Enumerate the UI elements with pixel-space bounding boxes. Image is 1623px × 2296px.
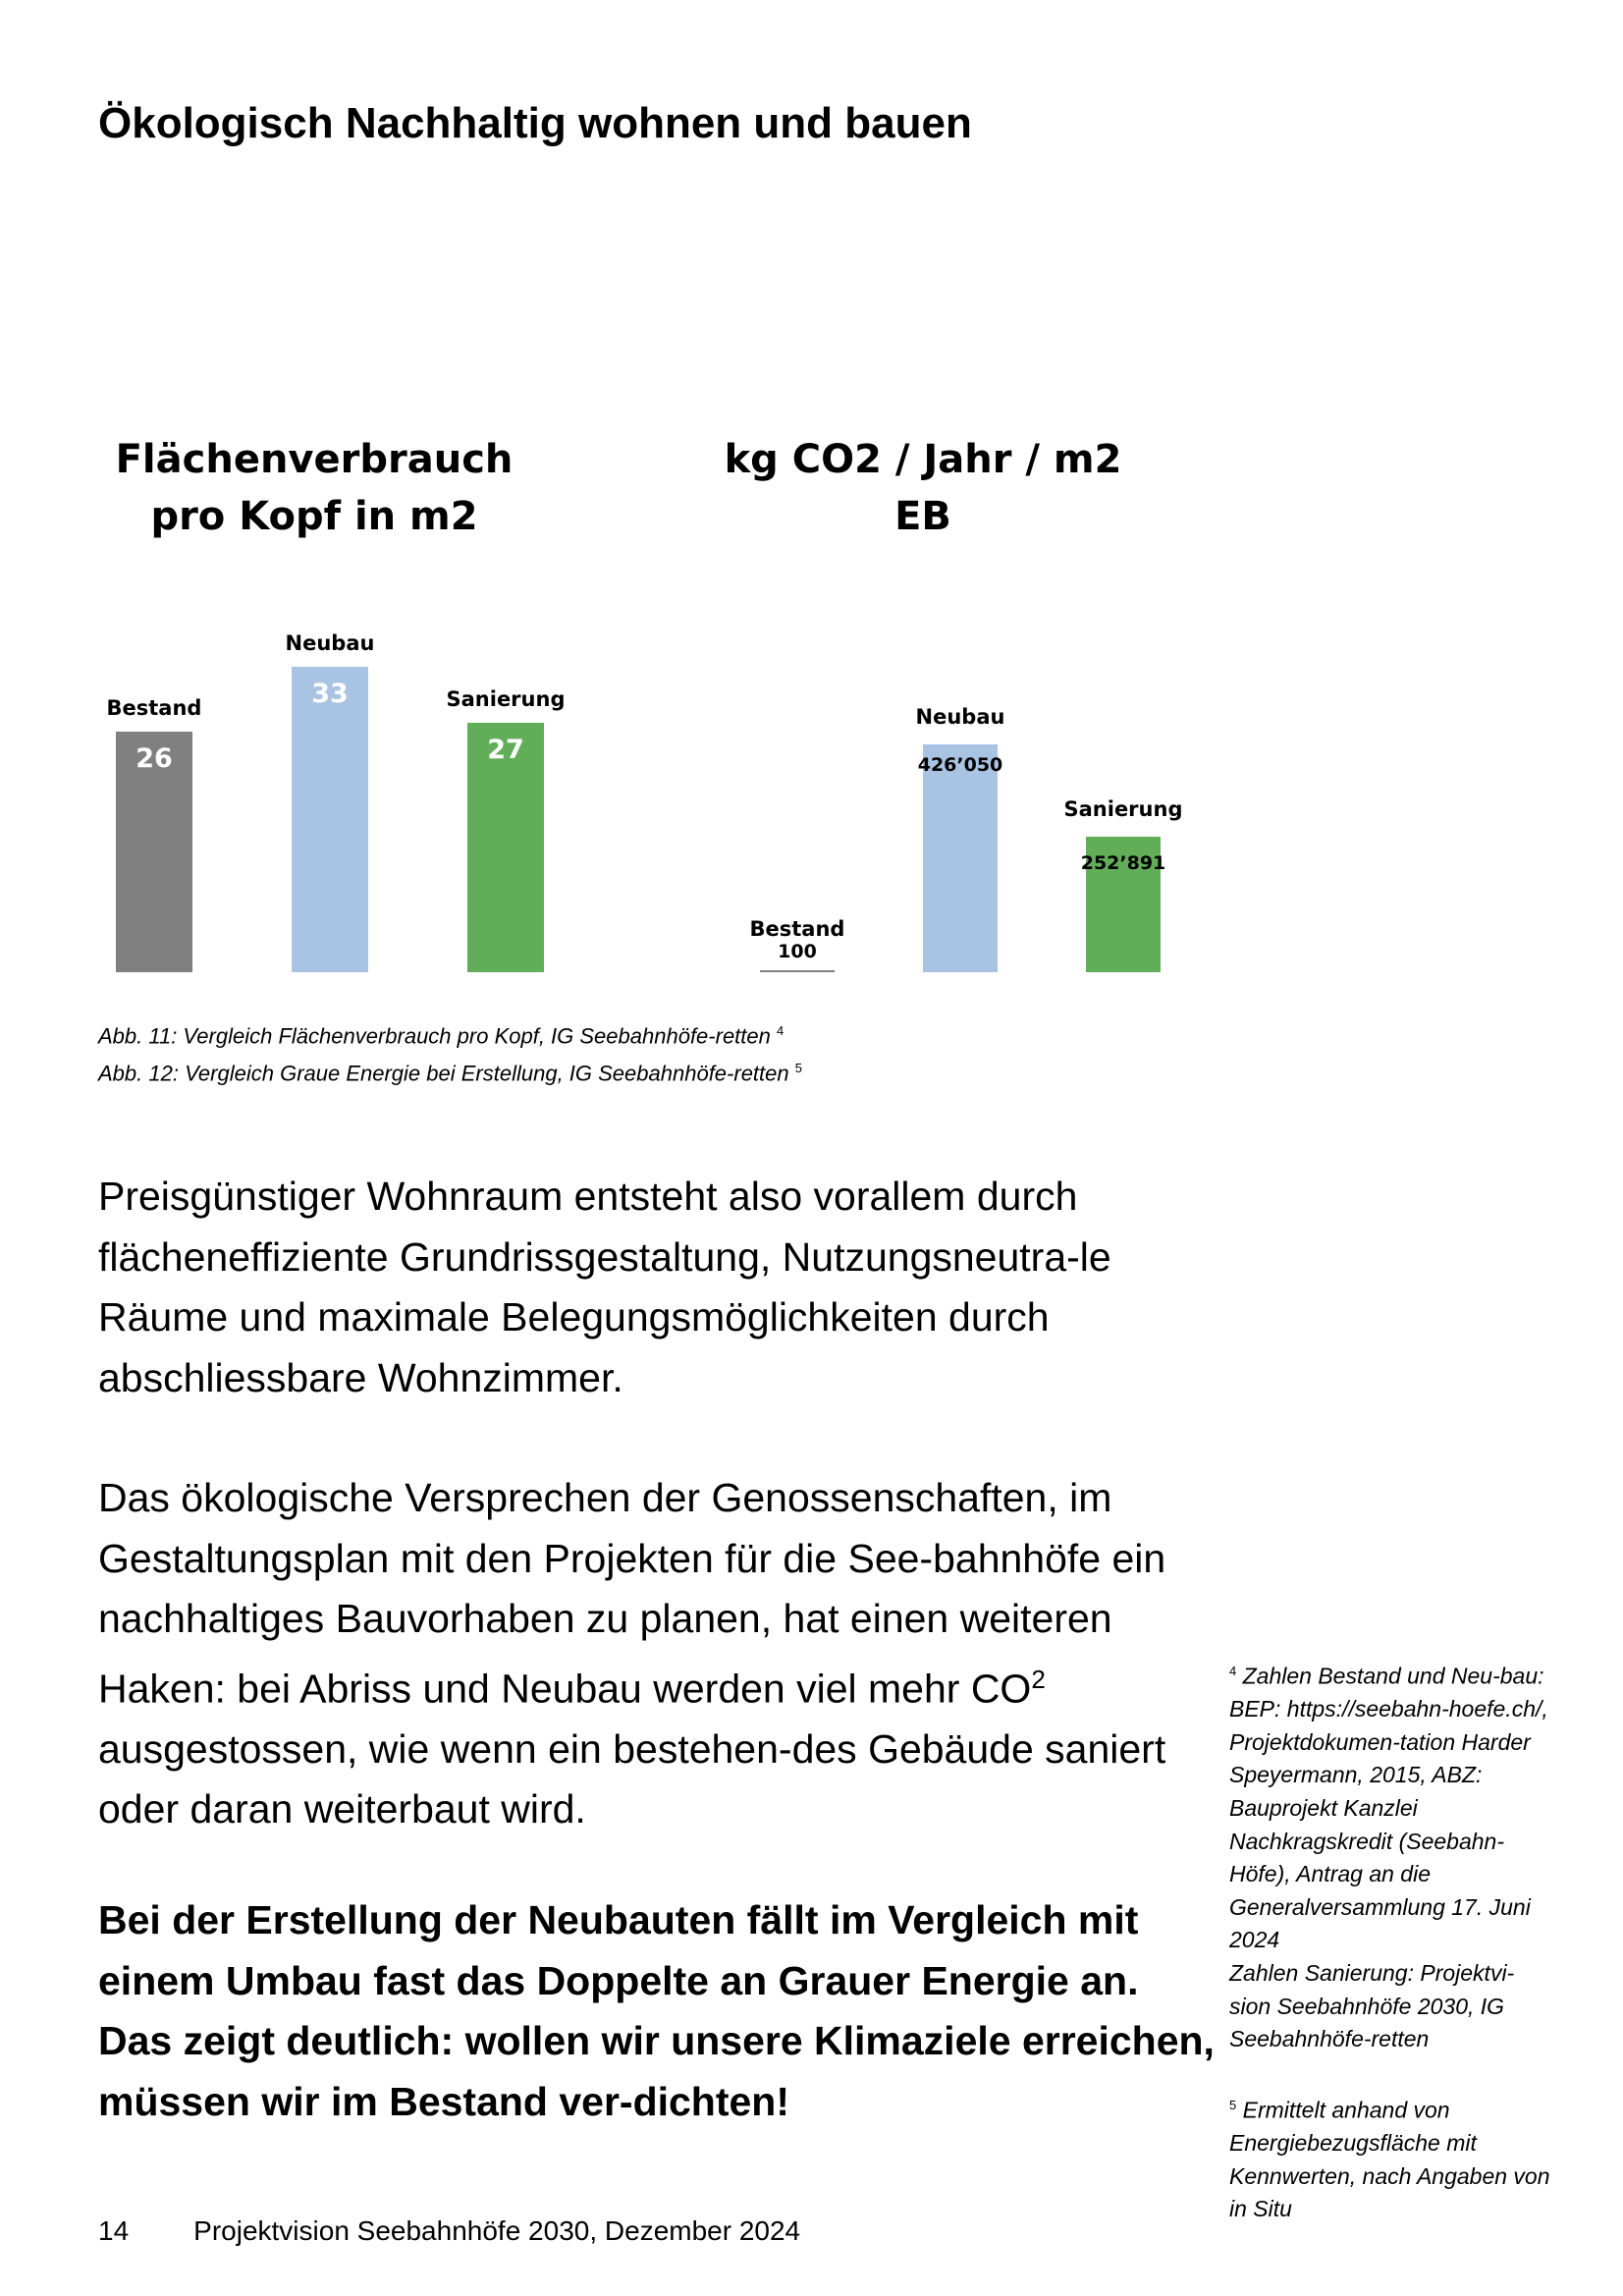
footer-title: Projektvision Seebahnhöfe 2030, Dezember 2024	[193, 2215, 801, 2246]
footnote-marker: 5	[1229, 2097, 1237, 2112]
bar-neubau	[923, 744, 998, 972]
plot-area	[79, 579, 628, 972]
chart-title-line: EB	[894, 494, 951, 539]
chart-co2	[687, 422, 1237, 982]
caption-fig12	[98, 1052, 802, 1089]
superscript: 2	[1031, 1664, 1046, 1694]
plot-area	[687, 579, 1237, 972]
page-number: 14	[98, 2215, 130, 2246]
footnote-marker: 4	[1229, 1664, 1237, 1678]
footnote-ref: 4	[777, 1023, 784, 1038]
paragraph-3-emphasis: Bei der Erstellung der Neubauten fällt im Vergleich mit einem Umbau fast das Doppelte an Grauer Energie an. Das zeigt deutlich: wollen wir unsere Klimaziele erreichen, müssen wir im Bestand ver-dichten!	[98, 1897, 1215, 2124]
sidenote-4	[1229, 1655, 1553, 2056]
chart-title-line: kg CO2 / Jahr / m2	[724, 437, 1122, 482]
category-label: Bestand	[749, 917, 845, 941]
footnote-ref: 5	[794, 1061, 802, 1076]
bar-neubau	[292, 667, 368, 972]
sidenote-5	[1229, 2089, 1553, 2226]
chart-title-line: Flächenverbrauch	[115, 437, 514, 482]
category-label: Sanierung	[1063, 797, 1183, 822]
value-label: 426’050	[917, 754, 1003, 776]
caption-text: Abb. 11: Vergleich Flächenverbrauch pro Kopf, IG Seebahnhöfe-retten	[98, 1023, 771, 1049]
category-label: Neubau	[915, 705, 1005, 729]
chart-title-line: pro Kopf in m2	[150, 494, 478, 539]
category-label: Bestand	[106, 695, 202, 720]
value-label: 252’891	[1080, 852, 1166, 875]
caption-text: Abb. 12: Vergleich Graue Energie bei Erstellung, IG Seebahnhöfe-retten	[98, 1061, 789, 1086]
chart-flaechenverbrauch	[79, 422, 628, 982]
paragraph-2	[98, 1468, 1198, 1840]
page-heading: Ökologisch Nachhaltig wohnen und bauen	[98, 99, 972, 147]
value-label: 26	[135, 742, 173, 774]
figure-captions	[98, 1014, 802, 1090]
value-label: 100	[778, 941, 817, 962]
paragraph-1: Preisgünstiger Wohnraum entsteht also vorallem durch flächeneffiziente Grundrissgestaltung, Nutzungsneutra-le Räume und maximale Belegungsmöglichkeiten durch abschliessbare Wohnzimmer.	[98, 1174, 1111, 1400]
paragraph-text: Das ökologische Versprechen der Genossenschaften, im Gestaltungsplan mit den Projekten für die See-bahnhöfe ein nachhaltiges Bauvorhaben zu planen, hat einen weiteren Haken: bei Abriss und Neubau werden viel mehr CO	[98, 1475, 1166, 1712]
caption-fig11	[98, 1014, 802, 1052]
sidenote-text: Zahlen Bestand und Neu-bau: BEP: https://seebahn-hoefe.ch/, Projektdokumen-tation Harder Speyermann, 2015, ABZ: Bauprojekt Kanzlei Nachkragskredit (Seebahn-Höfe), Antrag an die Generalversammlung 17. Juni 2024	[1229, 1663, 1548, 1953]
sidenotes	[1229, 1655, 1553, 2226]
bar-bestand	[760, 970, 835, 972]
chart-title	[687, 431, 1159, 545]
value-label: 27	[487, 734, 524, 765]
sidenote-text: Zahlen Sanierung: Projektvi-sion Seebahnhöfe 2030, IG Seebahnhöfe-retten	[1229, 1960, 1515, 2052]
category-label: Neubau	[285, 631, 375, 655]
value-label: 33	[311, 679, 349, 709]
page-footer	[98, 2215, 800, 2247]
category-label: Sanierung	[446, 686, 566, 711]
chart-title	[79, 431, 550, 545]
paragraph-text: ausgestossen, wie wenn ein bestehen-des Gebäude saniert oder daran weiterbaut wird.	[98, 1725, 1166, 1832]
sidenote-text: Ermittelt anhand von Energiebezugsfläche mit Kennwerten, nach Angaben von in Situ	[1229, 2097, 1550, 2222]
